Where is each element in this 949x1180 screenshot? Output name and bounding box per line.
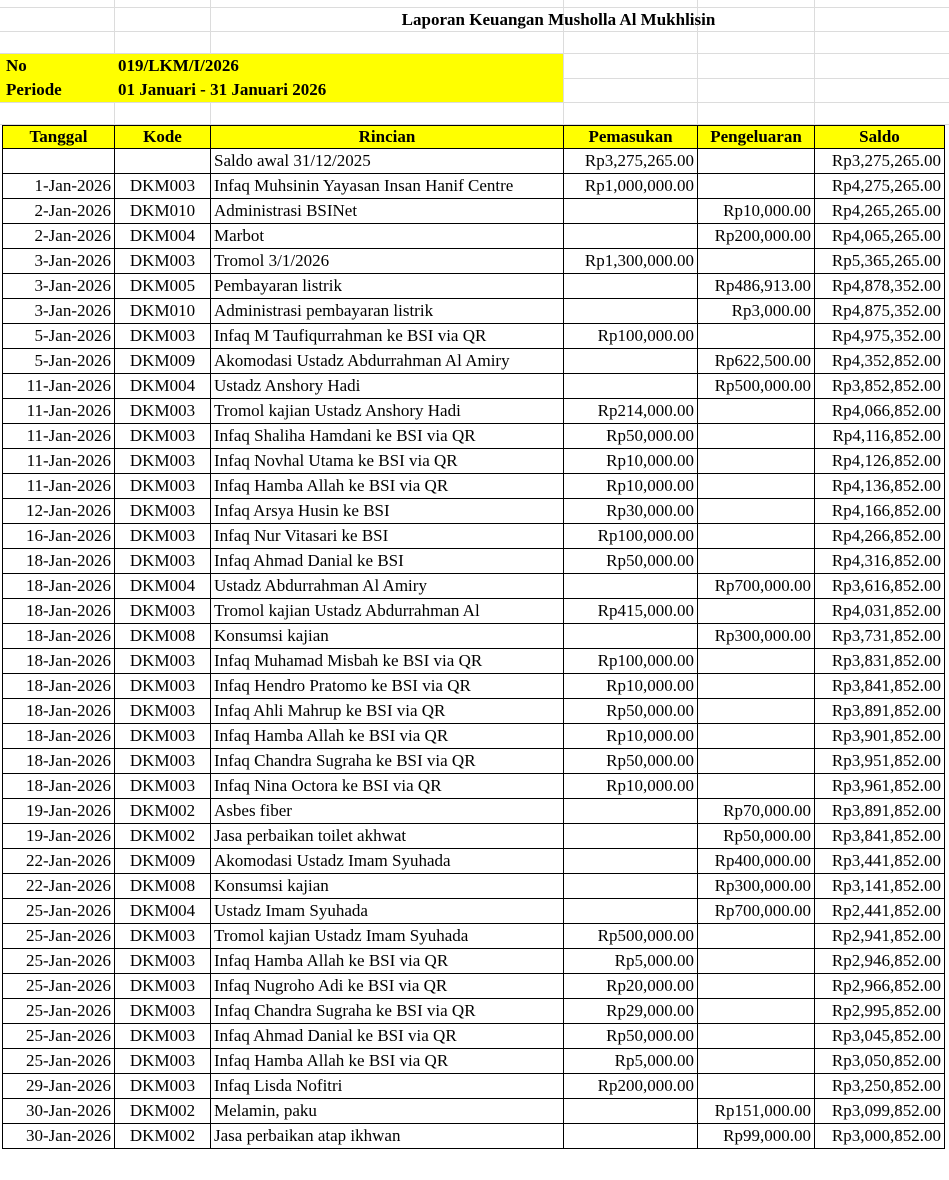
cell-income[interactable]: Rp10,000.00 [564, 674, 698, 699]
cell-expense[interactable] [698, 1074, 815, 1099]
cell-code[interactable]: DKM003 [115, 399, 211, 424]
table-row [3, 949, 945, 974]
cell-code[interactable]: DKM003 [115, 699, 211, 724]
cell-balance[interactable]: Rp3,250,852.00 [815, 1074, 945, 1099]
cell-description[interactable]: Ustadz Imam Syuhada [211, 899, 564, 924]
cell-income[interactable]: Rp10,000.00 [564, 774, 698, 799]
table-row [3, 399, 945, 424]
table-row [3, 424, 945, 449]
cell-code[interactable]: DKM003 [115, 499, 211, 524]
cell-date[interactable]: 11-Jan-2026 [3, 474, 115, 499]
table-row [3, 499, 945, 524]
table-row [3, 149, 945, 174]
cell-income[interactable]: Rp10,000.00 [564, 474, 698, 499]
table-row [3, 249, 945, 274]
cell-income[interactable]: Rp214,000.00 [564, 399, 698, 424]
cell-income[interactable]: Rp20,000.00 [564, 974, 698, 999]
cell-code[interactable]: DKM003 [115, 549, 211, 574]
cell-expense[interactable] [698, 674, 815, 699]
cell-date[interactable]: 3-Jan-2026 [3, 249, 115, 274]
col-header-pengeluaran: Pengeluaran [698, 126, 815, 149]
meta-row-period [0, 78, 563, 102]
cell-expense[interactable] [698, 1049, 815, 1074]
cell-code[interactable]: DKM003 [115, 1024, 211, 1049]
cell-income[interactable]: Rp100,000.00 [564, 324, 698, 349]
cell-code[interactable]: DKM003 [115, 749, 211, 774]
cell-balance[interactable]: Rp5,365,265.00 [815, 249, 945, 274]
cell-balance[interactable]: Rp4,136,852.00 [815, 474, 945, 499]
cell-description[interactable]: Infaq Lisda Nofitri [211, 1074, 564, 1099]
cell-balance[interactable]: Rp3,831,852.00 [815, 649, 945, 674]
cell-description[interactable]: Infaq Nugroho Adi ke BSI via QR [211, 974, 564, 999]
table-row [3, 974, 945, 999]
cell-date[interactable]: 11-Jan-2026 [3, 399, 115, 424]
cell-expense[interactable] [698, 749, 815, 774]
cell-description[interactable]: Saldo awal 31/12/2025 [211, 149, 564, 174]
table-row [3, 749, 945, 774]
cell-income[interactable]: Rp10,000.00 [564, 724, 698, 749]
cell-expense[interactable] [698, 924, 815, 949]
cell-expense[interactable]: Rp300,000.00 [698, 624, 815, 649]
cell-description[interactable]: Infaq Hendro Pratomo ke BSI via QR [211, 674, 564, 699]
cell-description[interactable]: Akomodasi Ustadz Abdurrahman Al Amiry [211, 349, 564, 374]
cell-balance[interactable]: Rp3,099,852.00 [815, 1099, 945, 1124]
cell-description[interactable]: Infaq Novhal Utama ke BSI via QR [211, 449, 564, 474]
cell-income[interactable]: Rp50,000.00 [564, 1024, 698, 1049]
cell-balance[interactable]: Rp3,616,852.00 [815, 574, 945, 599]
cell-date[interactable]: 30-Jan-2026 [3, 1099, 115, 1124]
cell-balance[interactable]: Rp3,141,852.00 [815, 874, 945, 899]
cell-description[interactable]: Jasa perbaikan toilet akhwat [211, 824, 564, 849]
cell-description[interactable]: Konsumsi kajian [211, 874, 564, 899]
cell-code[interactable]: DKM009 [115, 849, 211, 874]
cell-balance[interactable]: Rp4,031,852.00 [815, 599, 945, 624]
cell-income[interactable]: Rp30,000.00 [564, 499, 698, 524]
table-row [3, 849, 945, 874]
cell-date[interactable]: 25-Jan-2026 [3, 1049, 115, 1074]
cell-balance[interactable]: Rp3,731,852.00 [815, 624, 945, 649]
table-row [3, 1024, 945, 1049]
cell-expense[interactable] [698, 149, 815, 174]
cell-code[interactable]: DKM002 [115, 1099, 211, 1124]
table-row [3, 824, 945, 849]
cell-balance[interactable]: Rp4,352,852.00 [815, 349, 945, 374]
cell-income[interactable]: Rp50,000.00 [564, 549, 698, 574]
cell-date[interactable]: 19-Jan-2026 [3, 824, 115, 849]
report-title: Laporan Keuangan Musholla Al Mukhlisin [401, 10, 716, 29]
cell-description[interactable]: Infaq Hamba Allah ke BSI via QR [211, 724, 564, 749]
cell-expense[interactable]: Rp200,000.00 [698, 224, 815, 249]
cell-expense[interactable] [698, 699, 815, 724]
cell-income[interactable] [564, 1124, 698, 1149]
cell-income[interactable]: Rp5,000.00 [564, 949, 698, 974]
cell-income[interactable]: Rp50,000.00 [564, 424, 698, 449]
cell-balance[interactable]: Rp4,878,352.00 [815, 274, 945, 299]
cell-code[interactable]: DKM003 [115, 524, 211, 549]
cell-date[interactable]: 25-Jan-2026 [3, 999, 115, 1024]
cell-balance[interactable]: Rp3,852,852.00 [815, 374, 945, 399]
cell-expense[interactable] [698, 474, 815, 499]
cell-expense[interactable]: Rp486,913.00 [698, 274, 815, 299]
cell-date[interactable]: 12-Jan-2026 [3, 499, 115, 524]
table-row [3, 1049, 945, 1074]
cell-balance[interactable]: Rp3,000,852.00 [815, 1124, 945, 1149]
cell-code[interactable]: DKM004 [115, 224, 211, 249]
cell-income[interactable] [564, 374, 698, 399]
cell-income[interactable] [564, 824, 698, 849]
cell-expense[interactable] [698, 399, 815, 424]
cell-income[interactable] [564, 1099, 698, 1124]
cell-code[interactable]: DKM004 [115, 374, 211, 399]
table-row [3, 624, 945, 649]
cell-expense[interactable]: Rp622,500.00 [698, 349, 815, 374]
cell-code[interactable]: DKM003 [115, 949, 211, 974]
cell-code[interactable]: DKM004 [115, 899, 211, 924]
cell-code[interactable]: DKM003 [115, 1049, 211, 1074]
cell-description[interactable]: Infaq Ahmad Danial ke BSI via QR [211, 1024, 564, 1049]
cell-balance[interactable]: Rp3,891,852.00 [815, 699, 945, 724]
cell-date[interactable]: 25-Jan-2026 [3, 974, 115, 999]
cell-income[interactable] [564, 574, 698, 599]
cell-income[interactable] [564, 349, 698, 374]
cell-income[interactable]: Rp1,000,000.00 [564, 174, 698, 199]
ledger-table [2, 125, 945, 1149]
cell-expense[interactable]: Rp700,000.00 [698, 574, 815, 599]
cell-code[interactable]: DKM003 [115, 474, 211, 499]
cell-balance[interactable]: Rp4,975,352.00 [815, 324, 945, 349]
table-row [3, 274, 945, 299]
cell-date[interactable]: 18-Jan-2026 [3, 699, 115, 724]
cell-description[interactable]: Infaq Chandra Sugraha ke BSI via QR [211, 749, 564, 774]
cell-income[interactable] [564, 874, 698, 899]
cell-expense[interactable] [698, 499, 815, 524]
cell-description[interactable]: Marbot [211, 224, 564, 249]
cell-income[interactable]: Rp200,000.00 [564, 1074, 698, 1099]
cell-description[interactable]: Tromol kajian Ustadz Abdurrahman Al [211, 599, 564, 624]
cell-date[interactable]: 18-Jan-2026 [3, 774, 115, 799]
cell-date[interactable] [3, 149, 115, 174]
cell-code[interactable]: DKM009 [115, 349, 211, 374]
cell-expense[interactable]: Rp500,000.00 [698, 374, 815, 399]
cell-description[interactable]: Ustadz Abdurrahman Al Amiry [211, 574, 564, 599]
cell-balance[interactable]: Rp3,441,852.00 [815, 849, 945, 874]
cell-date[interactable]: 11-Jan-2026 [3, 424, 115, 449]
cell-income[interactable]: Rp50,000.00 [564, 699, 698, 724]
cell-code[interactable]: DKM002 [115, 799, 211, 824]
cell-expense[interactable] [698, 424, 815, 449]
cell-date[interactable]: 18-Jan-2026 [3, 574, 115, 599]
cell-description[interactable]: Infaq Ahli Mahrup ke BSI via QR [211, 699, 564, 724]
cell-income[interactable]: Rp100,000.00 [564, 524, 698, 549]
cell-date[interactable]: 1-Jan-2026 [3, 174, 115, 199]
cell-date[interactable]: 22-Jan-2026 [3, 874, 115, 899]
cell-date[interactable]: 3-Jan-2026 [3, 299, 115, 324]
cell-description[interactable]: Infaq Ahmad Danial ke BSI [211, 549, 564, 574]
cell-date[interactable]: 18-Jan-2026 [3, 549, 115, 574]
cell-balance[interactable]: Rp4,275,265.00 [815, 174, 945, 199]
cell-date[interactable]: 2-Jan-2026 [3, 224, 115, 249]
table-row [3, 924, 945, 949]
cell-code[interactable]: DKM008 [115, 874, 211, 899]
table-row [3, 324, 945, 349]
cell-expense[interactable]: Rp151,000.00 [698, 1099, 815, 1124]
meta-row-number [0, 54, 563, 78]
cell-description[interactable]: Tromol kajian Ustadz Imam Syuhada [211, 924, 564, 949]
cell-date[interactable]: 11-Jan-2026 [3, 449, 115, 474]
col-header-rincian: Rincian [211, 126, 564, 149]
cell-income[interactable] [564, 624, 698, 649]
table-row [3, 574, 945, 599]
cell-income[interactable] [564, 849, 698, 874]
cell-balance[interactable]: Rp4,316,852.00 [815, 549, 945, 574]
cell-code[interactable]: DKM005 [115, 274, 211, 299]
cell-code[interactable]: DKM003 [115, 724, 211, 749]
cell-balance[interactable]: Rp4,116,852.00 [815, 424, 945, 449]
cell-code[interactable]: DKM003 [115, 449, 211, 474]
cell-date[interactable]: 16-Jan-2026 [3, 524, 115, 549]
cell-description[interactable]: Asbes fiber [211, 799, 564, 824]
cell-code[interactable]: DKM003 [115, 674, 211, 699]
cell-balance[interactable]: Rp2,966,852.00 [815, 974, 945, 999]
table-row [3, 549, 945, 574]
cell-code[interactable]: DKM003 [115, 1074, 211, 1099]
cell-income[interactable] [564, 199, 698, 224]
cell-description[interactable]: Melamin, paku [211, 1099, 564, 1124]
cell-balance[interactable]: Rp3,961,852.00 [815, 774, 945, 799]
cell-income[interactable] [564, 299, 698, 324]
cell-balance[interactable]: Rp2,941,852.00 [815, 924, 945, 949]
cell-balance[interactable]: Rp2,946,852.00 [815, 949, 945, 974]
cell-balance[interactable]: Rp4,065,265.00 [815, 224, 945, 249]
table-row [3, 699, 945, 724]
cell-balance[interactable]: Rp3,901,852.00 [815, 724, 945, 749]
cell-date[interactable]: 25-Jan-2026 [3, 949, 115, 974]
cell-balance[interactable]: Rp3,045,852.00 [815, 1024, 945, 1049]
cell-date[interactable]: 18-Jan-2026 [3, 624, 115, 649]
cell-date[interactable]: 25-Jan-2026 [3, 1024, 115, 1049]
cell-balance[interactable]: Rp3,275,265.00 [815, 149, 945, 174]
table-row [3, 799, 945, 824]
table-row [3, 449, 945, 474]
cell-date[interactable]: 5-Jan-2026 [3, 324, 115, 349]
cell-description[interactable]: Infaq Shaliha Hamdani ke BSI via QR [211, 424, 564, 449]
table-row [3, 374, 945, 399]
cell-balance[interactable]: Rp2,441,852.00 [815, 899, 945, 924]
cell-date[interactable]: 2-Jan-2026 [3, 199, 115, 224]
cell-balance[interactable]: Rp3,050,852.00 [815, 1049, 945, 1074]
cell-description[interactable]: Infaq M Taufiqurrahman ke BSI via QR [211, 324, 564, 349]
cell-date[interactable]: 29-Jan-2026 [3, 1074, 115, 1099]
cell-income[interactable]: Rp50,000.00 [564, 749, 698, 774]
ledger-body [3, 149, 945, 1149]
cell-expense[interactable] [698, 949, 815, 974]
cell-date[interactable]: 18-Jan-2026 [3, 749, 115, 774]
cell-code[interactable]: DKM003 [115, 324, 211, 349]
cell-code[interactable]: DKM010 [115, 299, 211, 324]
cell-description[interactable]: Infaq Nur Vitasari ke BSI [211, 524, 564, 549]
cell-description[interactable]: Infaq Hamba Allah ke BSI via QR [211, 1049, 564, 1074]
cell-expense[interactable]: Rp70,000.00 [698, 799, 815, 824]
cell-code[interactable]: DKM002 [115, 1124, 211, 1149]
cell-income[interactable] [564, 899, 698, 924]
cell-expense[interactable] [698, 1024, 815, 1049]
cell-expense[interactable] [698, 524, 815, 549]
cell-description[interactable]: Akomodasi Ustadz Imam Syuhada [211, 849, 564, 874]
cell-code[interactable]: DKM008 [115, 624, 211, 649]
cell-description[interactable]: Infaq Arsya Husin ke BSI [211, 499, 564, 524]
table-row [3, 724, 945, 749]
cell-date[interactable]: 25-Jan-2026 [3, 899, 115, 924]
gridline [0, 102, 949, 103]
table-row [3, 224, 945, 249]
cell-balance[interactable]: Rp4,266,852.00 [815, 524, 945, 549]
cell-income[interactable]: Rp1,300,000.00 [564, 249, 698, 274]
cell-income[interactable] [564, 799, 698, 824]
table-row [3, 199, 945, 224]
table-row [3, 474, 945, 499]
cell-balance[interactable]: Rp4,265,265.00 [815, 199, 945, 224]
cell-code[interactable]: DKM003 [115, 249, 211, 274]
cell-date[interactable]: 18-Jan-2026 [3, 724, 115, 749]
period-value: 01 Januari - 31 Januari 2026 [118, 80, 327, 99]
no-label: No [6, 56, 27, 75]
cell-income[interactable]: Rp500,000.00 [564, 924, 698, 949]
cell-description[interactable]: Pembayaran listrik [211, 274, 564, 299]
cell-description[interactable]: Infaq Nina Octora ke BSI via QR [211, 774, 564, 799]
cell-balance[interactable]: Rp4,166,852.00 [815, 499, 945, 524]
cell-date[interactable]: 18-Jan-2026 [3, 599, 115, 624]
cell-expense[interactable]: Rp400,000.00 [698, 849, 815, 874]
cell-expense[interactable]: Rp700,000.00 [698, 899, 815, 924]
cell-date[interactable]: 25-Jan-2026 [3, 924, 115, 949]
cell-income[interactable] [564, 224, 698, 249]
cell-code[interactable]: DKM003 [115, 174, 211, 199]
cell-expense[interactable] [698, 724, 815, 749]
cell-date[interactable]: 18-Jan-2026 [3, 649, 115, 674]
table-row [3, 999, 945, 1024]
cell-date[interactable]: 3-Jan-2026 [3, 274, 115, 299]
cell-balance[interactable]: Rp4,066,852.00 [815, 399, 945, 424]
cell-expense[interactable] [698, 599, 815, 624]
cell-code[interactable]: DKM003 [115, 774, 211, 799]
cell-balance[interactable]: Rp4,875,352.00 [815, 299, 945, 324]
cell-balance[interactable]: Rp3,841,852.00 [815, 674, 945, 699]
cell-expense[interactable] [698, 999, 815, 1024]
cell-expense[interactable] [698, 174, 815, 199]
cell-description[interactable]: Infaq Hamba Allah ke BSI via QR [211, 474, 564, 499]
cell-expense[interactable] [698, 324, 815, 349]
no-value: 019/LKM/I/2026 [118, 56, 239, 75]
table-row [3, 649, 945, 674]
cell-code[interactable]: DKM003 [115, 974, 211, 999]
cell-description[interactable]: Administrasi BSINet [211, 199, 564, 224]
cell-code[interactable]: DKM003 [115, 999, 211, 1024]
cell-description[interactable]: Infaq Muhsinin Yayasan Insan Hanif Centre [211, 174, 564, 199]
table-row [3, 599, 945, 624]
cell-expense[interactable] [698, 449, 815, 474]
table-row [3, 524, 945, 549]
cell-balance[interactable]: Rp4,126,852.00 [815, 449, 945, 474]
cell-description[interactable]: Tromol 3/1/2026 [211, 249, 564, 274]
table-row [3, 174, 945, 199]
col-header-pemasukan: Pemasukan [564, 126, 698, 149]
cell-expense[interactable] [698, 649, 815, 674]
cell-income[interactable] [564, 274, 698, 299]
cell-expense[interactable] [698, 774, 815, 799]
col-header-saldo: Saldo [815, 126, 945, 149]
cell-balance[interactable]: Rp2,995,852.00 [815, 999, 945, 1024]
table-row [3, 899, 945, 924]
cell-income[interactable]: Rp5,000.00 [564, 1049, 698, 1074]
cell-description[interactable]: Administrasi pembayaran listrik [211, 299, 564, 324]
cell-date[interactable]: 30-Jan-2026 [3, 1124, 115, 1149]
cell-expense[interactable]: Rp10,000.00 [698, 199, 815, 224]
cell-code[interactable]: DKM003 [115, 649, 211, 674]
cell-code[interactable]: DKM003 [115, 424, 211, 449]
table-row [3, 874, 945, 899]
table-row [3, 1099, 945, 1124]
cell-income[interactable]: Rp100,000.00 [564, 649, 698, 674]
cell-description[interactable]: Infaq Hamba Allah ke BSI via QR [211, 949, 564, 974]
col-header-tanggal: Tanggal [3, 126, 115, 149]
cell-code[interactable]: DKM004 [115, 574, 211, 599]
cell-income[interactable]: Rp415,000.00 [564, 599, 698, 624]
cell-income[interactable]: Rp29,000.00 [564, 999, 698, 1024]
cell-balance[interactable]: Rp3,841,852.00 [815, 824, 945, 849]
cell-date[interactable]: 18-Jan-2026 [3, 674, 115, 699]
period-label: Periode [6, 80, 62, 99]
cell-expense[interactable] [698, 974, 815, 999]
cell-description[interactable]: Ustadz Anshory Hadi [211, 374, 564, 399]
cell-description[interactable]: Tromol kajian Ustadz Anshory Hadi [211, 399, 564, 424]
cell-income[interactable]: Rp3,275,265.00 [564, 149, 698, 174]
table-row [3, 674, 945, 699]
cell-expense[interactable]: Rp99,000.00 [698, 1124, 815, 1149]
cell-balance[interactable]: Rp3,891,852.00 [815, 799, 945, 824]
cell-date[interactable]: 11-Jan-2026 [3, 374, 115, 399]
cell-expense[interactable]: Rp3,000.00 [698, 299, 815, 324]
cell-description[interactable]: Konsumsi kajian [211, 624, 564, 649]
table-row [3, 774, 945, 799]
cell-date[interactable]: 22-Jan-2026 [3, 849, 115, 874]
cell-description[interactable]: Infaq Chandra Sugraha ke BSI via QR [211, 999, 564, 1024]
cell-balance[interactable]: Rp3,951,852.00 [815, 749, 945, 774]
table-row [3, 1124, 945, 1149]
cell-date[interactable]: 5-Jan-2026 [3, 349, 115, 374]
cell-income[interactable]: Rp10,000.00 [564, 449, 698, 474]
cell-expense[interactable] [698, 249, 815, 274]
cell-expense[interactable]: Rp50,000.00 [698, 824, 815, 849]
cell-description[interactable]: Infaq Muhamad Misbah ke BSI via QR [211, 649, 564, 674]
cell-code[interactable]: DKM010 [115, 199, 211, 224]
cell-expense[interactable] [698, 549, 815, 574]
cell-code[interactable]: DKM003 [115, 924, 211, 949]
cell-description[interactable]: Jasa perbaikan atap ikhwan [211, 1124, 564, 1149]
report-meta-block [0, 54, 563, 102]
cell-code[interactable] [115, 149, 211, 174]
table-row [3, 299, 945, 324]
cell-expense[interactable]: Rp300,000.00 [698, 874, 815, 899]
cell-code[interactable]: DKM002 [115, 824, 211, 849]
table-header-row [3, 126, 945, 149]
table-row [3, 1074, 945, 1099]
table-row [3, 349, 945, 374]
cell-code[interactable]: DKM003 [115, 599, 211, 624]
col-header-kode: Kode [115, 126, 211, 149]
cell-date[interactable]: 19-Jan-2026 [3, 799, 115, 824]
